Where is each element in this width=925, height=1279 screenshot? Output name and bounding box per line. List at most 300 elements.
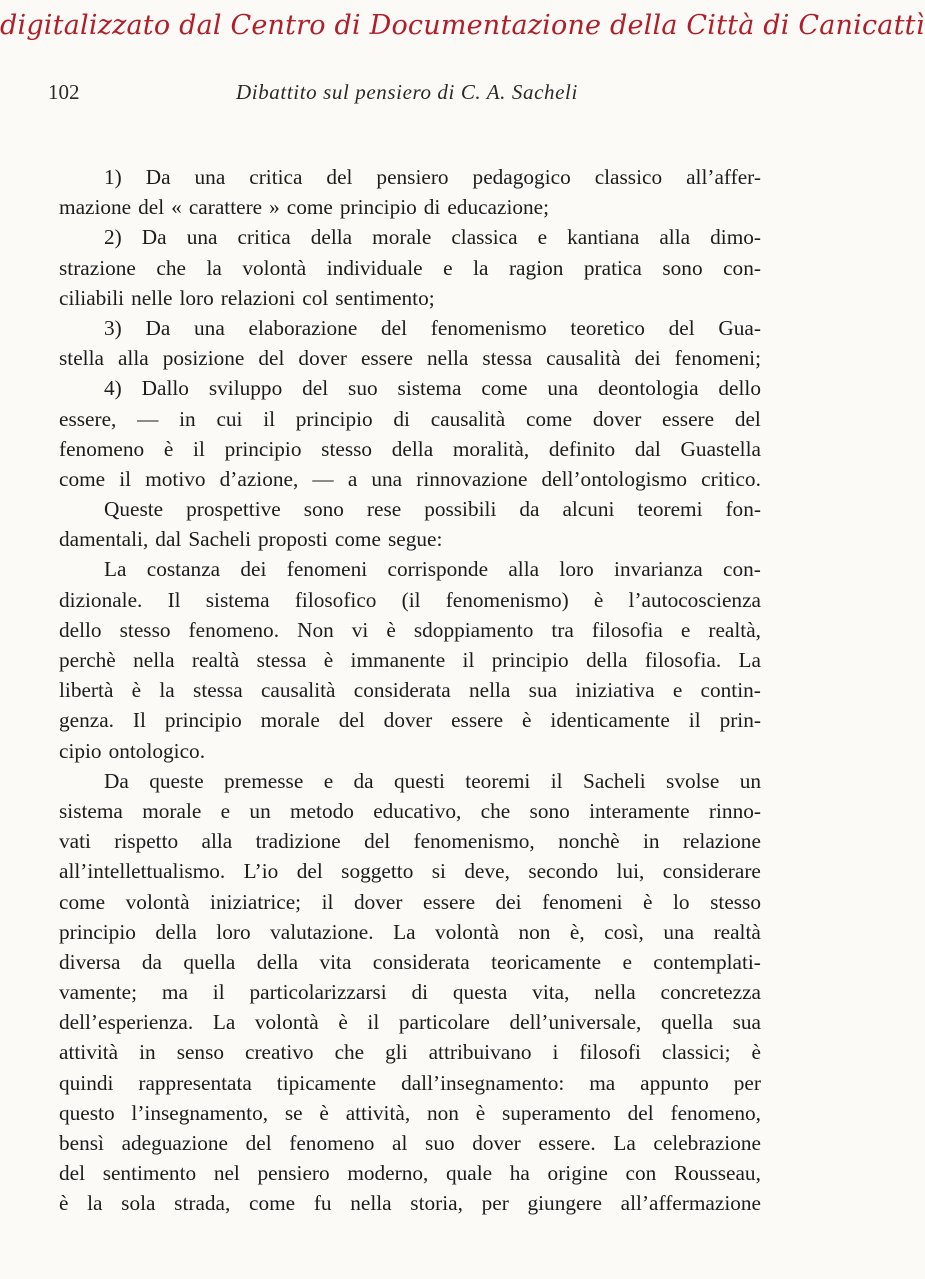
word: il	[688, 708, 701, 733]
word: sentimento	[102, 1161, 197, 1186]
word: Dallo	[141, 376, 189, 401]
word: fenomeni	[286, 557, 368, 582]
text-line	[59, 1037, 761, 1067]
word: stessa	[256, 648, 307, 672]
word: dell’universale,	[509, 1010, 642, 1035]
word: dell’ontologismo	[541, 466, 688, 491]
word: premesse	[224, 768, 304, 793]
text-line	[59, 917, 761, 947]
word: carattere	[188, 195, 263, 220]
word: dello	[59, 617, 102, 642]
word: è	[751, 1040, 761, 1065]
word: principio	[295, 406, 373, 431]
word: la	[87, 1191, 103, 1216]
word: sua	[732, 1010, 761, 1035]
word: il	[462, 648, 475, 672]
word: quella	[183, 949, 236, 974]
word: del	[326, 165, 353, 189]
running-title: Dibattito sul pensiero di C. A. Sacheli	[236, 80, 578, 104]
text-line	[59, 826, 761, 856]
word: senso	[176, 1040, 225, 1065]
text-line	[59, 554, 761, 584]
word: nelle	[131, 285, 173, 310]
word: che	[480, 798, 511, 823]
text-line	[59, 736, 761, 766]
word: pensiero	[376, 165, 449, 189]
word: quella	[660, 1010, 713, 1035]
word: vita	[319, 949, 352, 974]
word: per	[481, 1191, 509, 1216]
word: mazione	[59, 195, 132, 220]
word: 4)	[104, 376, 122, 401]
word: essere.	[538, 1131, 596, 1155]
word: nella	[426, 346, 469, 371]
word: perchè	[59, 648, 116, 672]
word: dover	[298, 346, 347, 371]
word: è	[475, 1100, 486, 1125]
word: dover	[472, 1131, 521, 1155]
text-line	[59, 766, 761, 796]
word: prin-	[719, 708, 761, 733]
word: (il	[401, 587, 421, 612]
text-line	[59, 1188, 761, 1218]
text-line	[59, 373, 761, 403]
word: teoricamente	[491, 949, 602, 974]
word: corrisponde	[387, 557, 489, 582]
word: e	[220, 798, 231, 823]
word: i	[552, 1040, 559, 1065]
word: realtà	[713, 919, 761, 944]
text-line	[59, 434, 761, 464]
word: del	[59, 1161, 86, 1186]
word: filosofia	[591, 617, 663, 642]
word: sistema	[397, 376, 462, 401]
text-line	[59, 1158, 761, 1188]
word: del	[364, 829, 391, 854]
word: la	[206, 255, 222, 280]
word: come	[59, 466, 106, 491]
word: teoretico	[570, 315, 645, 340]
word: particolare	[398, 1010, 490, 1035]
word: è	[338, 1010, 348, 1035]
word: del	[381, 315, 408, 340]
word: particolarizzarsi	[249, 980, 387, 1005]
word: al	[392, 1131, 408, 1155]
text-line	[59, 705, 761, 735]
word: del	[258, 346, 285, 371]
word: «	[171, 195, 182, 220]
word: vati	[59, 829, 91, 854]
word: alla	[659, 225, 691, 250]
word: stessa	[482, 346, 533, 371]
word: della	[586, 648, 628, 672]
word: moralità,	[452, 436, 530, 461]
word: con-	[723, 557, 761, 582]
word: attribuivano	[428, 1040, 532, 1065]
word: sviluppo	[208, 376, 283, 401]
text-line	[59, 1128, 761, 1158]
text-line	[59, 494, 761, 524]
word: quindi	[59, 1070, 114, 1095]
word: ha	[509, 1161, 530, 1186]
word: dal	[155, 527, 182, 552]
word: rinno-	[708, 798, 761, 823]
word: e	[622, 949, 632, 974]
word: filosofia.	[644, 648, 722, 672]
word: ma	[161, 980, 188, 1005]
word: relazione	[682, 829, 761, 854]
text-line	[59, 222, 761, 252]
word: in	[179, 406, 196, 431]
word: fon-	[725, 497, 761, 522]
text-line	[59, 1098, 761, 1128]
word: causalità	[430, 406, 506, 431]
word: Non	[297, 617, 334, 642]
word: kantiana	[567, 225, 640, 250]
word: una	[547, 376, 579, 401]
word: alla	[201, 829, 233, 854]
text-line	[59, 947, 761, 977]
word: morale	[142, 798, 202, 823]
body-text	[59, 162, 761, 1219]
word: pensiero	[257, 1161, 330, 1186]
word: stella	[59, 346, 104, 371]
word: considerare	[662, 859, 761, 884]
word: La	[212, 1010, 236, 1035]
word: costanza	[146, 557, 221, 582]
word: il	[367, 1010, 380, 1035]
word: sono	[303, 497, 344, 522]
word: principio	[491, 648, 569, 672]
word: Da	[145, 165, 171, 189]
word: del	[338, 708, 365, 733]
word: sono	[529, 798, 570, 823]
word: a	[347, 466, 358, 491]
word: considerata	[353, 678, 451, 703]
word: queste	[149, 768, 204, 793]
word: dover	[383, 708, 433, 733]
word: il	[193, 436, 205, 461]
word: un	[249, 798, 271, 823]
word: metodo	[290, 798, 354, 823]
word: ciliabili	[59, 285, 125, 310]
word: stesso	[321, 436, 373, 461]
word: damentali,	[59, 527, 149, 552]
word: essere	[360, 346, 413, 371]
word: superamento	[502, 1100, 611, 1125]
word: deontologia	[597, 376, 699, 401]
word: posizione	[162, 346, 245, 371]
word: e	[443, 255, 453, 280]
word: della	[155, 919, 197, 944]
word: il	[263, 406, 276, 431]
word: soggetto	[341, 859, 414, 884]
word: è	[59, 1191, 69, 1216]
word: da	[353, 768, 374, 793]
word: tra	[551, 617, 574, 642]
word: loro	[559, 557, 594, 582]
word: 3)	[104, 315, 122, 340]
word: causalità	[546, 346, 621, 371]
word: Il	[132, 708, 146, 733]
word: diversa	[59, 949, 121, 974]
text-line	[59, 162, 761, 192]
word: dei	[495, 889, 522, 914]
word: sdoppiamento	[413, 617, 534, 642]
word: classico	[594, 165, 663, 189]
word: motivo	[145, 466, 206, 491]
word: e	[323, 768, 334, 793]
word: si	[431, 859, 446, 884]
text-line	[59, 887, 761, 917]
word: e	[672, 678, 683, 703]
word: concretezza	[660, 980, 761, 1005]
word: immanente	[350, 648, 446, 672]
word: dello	[718, 376, 761, 401]
word: considerata	[372, 949, 470, 974]
word: pedagogico	[472, 165, 571, 189]
word: Da	[145, 315, 171, 340]
word: fenomenismo	[430, 315, 547, 340]
word: fenomeni	[542, 889, 623, 914]
word: nella	[133, 648, 175, 672]
word: —	[312, 466, 334, 491]
text-line	[59, 253, 761, 283]
word: così,	[604, 919, 644, 944]
word: del	[627, 1100, 654, 1125]
word: come	[525, 406, 573, 431]
word: La	[613, 1131, 636, 1155]
word: se	[284, 1100, 303, 1125]
word: di	[423, 195, 441, 220]
word: celebrazione	[653, 1131, 761, 1155]
word: realtà	[191, 648, 240, 672]
word: essere	[423, 889, 476, 914]
word: il	[550, 768, 563, 793]
word: La	[738, 648, 761, 672]
text-line	[59, 675, 761, 705]
word: è	[386, 617, 396, 642]
page-number: 102	[48, 80, 80, 104]
word: come	[249, 1191, 296, 1216]
text-line	[59, 464, 761, 494]
word: una	[663, 919, 695, 944]
word: segue:	[387, 527, 443, 552]
word: stesso	[119, 617, 171, 642]
word: è	[522, 708, 532, 733]
word: l’insegnamento,	[131, 1100, 269, 1125]
word: volontà	[125, 889, 190, 914]
word: principio	[224, 436, 302, 461]
word: pratica	[583, 255, 642, 280]
word: del	[734, 406, 761, 431]
word: sistema	[205, 587, 270, 612]
word: proposti	[258, 527, 328, 552]
word: loro	[179, 285, 214, 310]
text-line	[59, 404, 761, 434]
word: identicamente	[550, 708, 670, 733]
word: deve,	[464, 859, 510, 884]
word: che	[156, 255, 186, 280]
word: valutazione.	[270, 919, 374, 944]
word: rispetto	[114, 829, 179, 854]
page-header	[48, 80, 760, 110]
word: secondo	[528, 859, 599, 884]
word: fenomeni;	[674, 346, 761, 371]
word: una	[194, 315, 225, 340]
word: stessa	[193, 678, 243, 703]
word: vi	[351, 617, 369, 642]
word: cipio	[59, 738, 102, 763]
word: una	[186, 225, 218, 250]
word: fenomenismo)	[445, 587, 569, 612]
word: »	[269, 195, 280, 220]
word: nella	[350, 1191, 392, 1216]
word: principio	[59, 919, 136, 944]
word: fenomeno	[59, 436, 145, 461]
word: causalità	[260, 678, 336, 703]
word: in	[139, 1040, 156, 1065]
word: relazioni	[220, 285, 296, 310]
word: di	[411, 980, 429, 1005]
word: per	[733, 1070, 761, 1095]
word: sua	[528, 678, 558, 703]
word: loro	[216, 919, 251, 944]
word: fenomeno.	[188, 617, 280, 642]
word: con-	[723, 255, 761, 280]
word: Gua-	[718, 315, 761, 340]
word: dei	[634, 346, 661, 371]
word: Sacheli	[188, 527, 252, 552]
word: questi	[394, 768, 445, 793]
word: fenomenismo,	[413, 829, 535, 854]
word: da	[141, 949, 162, 974]
word: vita,	[532, 980, 570, 1005]
text-line	[59, 856, 761, 886]
text-line	[59, 796, 761, 826]
word: teoremi	[637, 497, 703, 522]
word: —	[137, 406, 159, 431]
word: dal	[634, 436, 661, 461]
word: è	[643, 889, 653, 914]
word: alcuni	[562, 497, 615, 522]
word: essere,	[59, 406, 117, 431]
word: di	[393, 406, 410, 431]
word: Da	[141, 225, 167, 250]
word: della	[310, 225, 353, 250]
word: il	[212, 980, 225, 1005]
word: Rousseau,	[673, 1161, 761, 1186]
word: classici;	[661, 1040, 731, 1065]
word: dizionale.	[59, 587, 143, 612]
word: del	[245, 1131, 272, 1155]
word: origine	[547, 1161, 608, 1186]
text-line	[59, 1007, 761, 1037]
word: realtà,	[708, 617, 761, 642]
word: filosofico	[294, 587, 377, 612]
word: una	[371, 466, 403, 491]
word: suo	[425, 1131, 455, 1155]
word: in	[642, 829, 660, 854]
word: come	[286, 195, 333, 220]
word: alla	[117, 346, 149, 371]
text-line	[59, 343, 761, 373]
word: 2)	[104, 225, 122, 250]
word: teoremi	[465, 768, 531, 793]
word: strada,	[174, 1191, 231, 1216]
word: dover	[353, 889, 403, 914]
text-line	[59, 313, 761, 343]
word: è	[593, 587, 604, 612]
text-line	[59, 585, 761, 615]
word: bensì	[59, 1131, 104, 1155]
word: alla	[508, 557, 540, 582]
word: individuale	[326, 255, 423, 280]
word: come	[334, 527, 381, 552]
word: contemplati-	[653, 949, 761, 974]
word: del	[302, 376, 329, 401]
word: non	[426, 1100, 459, 1125]
word: ontologico.	[108, 738, 206, 763]
word: vamente;	[59, 980, 138, 1005]
word: la	[473, 255, 489, 280]
word: un	[739, 768, 761, 793]
word: filosofi	[579, 1040, 641, 1065]
word: fenomeno,	[670, 1100, 761, 1125]
text-line	[59, 283, 761, 313]
word: possibili	[424, 497, 497, 522]
word: principio	[164, 708, 242, 733]
word: adeguazione	[121, 1131, 229, 1155]
word: è	[323, 648, 334, 672]
word: rese	[366, 497, 402, 522]
word: dimo-	[710, 225, 761, 250]
word: definito	[548, 436, 616, 461]
word: l’autocoscienza	[628, 587, 761, 612]
word: dei	[240, 557, 267, 582]
word: creativo	[245, 1040, 314, 1065]
word: questa	[452, 980, 508, 1005]
word: è,	[569, 919, 585, 944]
word: del	[668, 315, 695, 340]
word: giungere	[527, 1191, 602, 1216]
word: rinnovazione	[416, 466, 528, 491]
word: all’affermazione	[620, 1191, 761, 1216]
word: volontà	[435, 919, 499, 944]
text-line	[59, 524, 761, 554]
word: critico.	[701, 466, 761, 491]
word: gli	[385, 1040, 408, 1065]
text-line	[59, 645, 761, 675]
word: fenomeno	[289, 1131, 375, 1155]
word: come	[481, 376, 528, 401]
word: La	[104, 557, 127, 582]
word: iniziativa	[575, 678, 655, 703]
word: Da	[104, 768, 129, 793]
word: lo	[673, 889, 690, 914]
word: fu	[313, 1191, 332, 1216]
word: sentimento;	[335, 285, 435, 310]
word: dall’insegnamento:	[401, 1070, 565, 1095]
word: genza.	[59, 708, 114, 733]
word: del	[138, 195, 165, 220]
word: educazione;	[447, 195, 550, 220]
word: storia,	[410, 1191, 463, 1216]
word: suo	[348, 376, 378, 401]
watermark-text: digitalizzato dal Centro di Documentazione della Città di Canicattì	[0, 10, 925, 41]
word: il	[119, 466, 132, 491]
word: dover	[592, 406, 642, 431]
